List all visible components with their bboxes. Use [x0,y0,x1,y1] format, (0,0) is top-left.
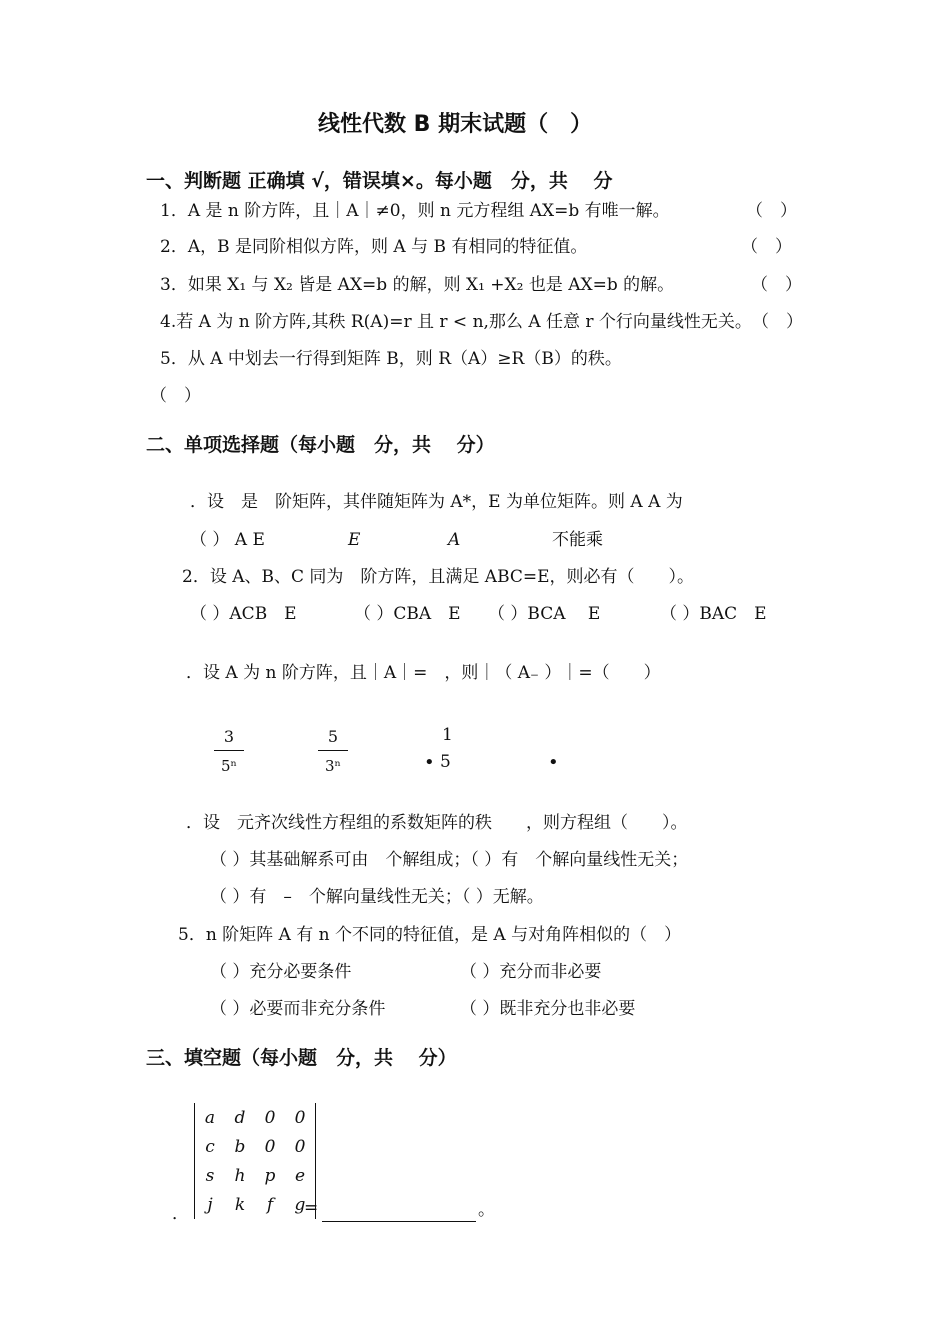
matrix-cell: 0 [294,1136,306,1157]
s3-q1-prefix: ． [172,1204,189,1224]
s1-item-5-answer[interactable]: （ ） [150,386,201,406]
s1-item-1: 1．A 是 n 阶方阵，且｜A｜≠0，则 n 元方程组 AX=b 有唯一解。 [160,201,670,221]
s2-q2-option-c[interactable]: （ ）BCA E [488,604,601,624]
fraction-bar [214,750,244,751]
matrix-cell: a [204,1107,216,1128]
s2-q5-option-d[interactable]: （ ）既非充分也非必要 [460,999,636,1019]
s2-q4-stem: ．设 元齐次线性方程组的系数矩阵的秩 ，则方程组（ ）。 [186,813,688,833]
s2-q2-option-b[interactable]: （ ）CBA E [354,604,461,624]
s1-item-1-answer[interactable]: （ ） [746,201,797,221]
section3-heading: 三、填空题（每小题 分，共 分） [146,1047,457,1069]
matrix-cell: 0 [264,1107,276,1128]
s2-q3-option-b[interactable] [318,727,348,775]
s2-q1-option-d[interactable]: 不能乘 [552,530,603,550]
s2-q3-option-a[interactable] [214,727,244,775]
matrix-cell: s [205,1165,215,1186]
matrix-row [195,1161,315,1190]
bullet-dot-icon: • [424,752,435,773]
s2-q5-option-a[interactable]: （ ）充分必要条件 [210,962,352,982]
matrix-cell: d [234,1107,246,1128]
matrix-cell: e [294,1165,306,1186]
matrix-cell: j [207,1194,213,1215]
matrix-cell: 0 [264,1136,276,1157]
s2-q3-option-c-num: 1 [442,725,453,745]
s2-q2-option-a[interactable]: （ ）ACB E [190,604,297,624]
equals-sign: = [304,1198,319,1218]
s2-q1-option-a[interactable]: （ ） A E [190,530,265,550]
matrix-cell: k [234,1194,246,1215]
s2-q1-option-b[interactable]: E [348,530,361,550]
s1-item-4: 4.若 A 为 n 阶方阵,其秩 R(A)=r 且 r < n,那么 A 任意 r 个行向量线性无关。 [160,312,752,332]
s2-q5-stem: 5．n 阶矩阵 A 有 n 个不同的特征值，是 A 与对角阵相似的（ ） [178,925,682,945]
s2-q3-option-b-den: 3ⁿ [324,757,342,775]
fraction-bar [318,750,348,751]
s2-q2-stem: 2．设 A、B、C 同为 阶方阵，且满足 ABC=E，则必有（ ）。 [182,567,695,587]
section1-heading: 一、判断题 正确填 √，错误填×。每小题 分，共 分 [146,170,613,192]
answer-blank[interactable] [322,1221,476,1222]
matrix-cell: f [266,1194,274,1215]
page-title: 线性代数 B 期末试题（ ） [318,112,593,137]
s3-q1-end: 。 [478,1200,495,1220]
s2-q5-option-c[interactable]: （ ）必要而非充分条件 [210,999,386,1019]
matrix-row [195,1190,315,1219]
s1-item-4-answer[interactable]: （ ） [752,312,803,332]
s1-item-5: 5．从 A 中划去一行得到矩阵 B，则 R（A）≥R（B）的秩。 [160,349,622,369]
matrix-cell: c [205,1136,215,1157]
matrix-cell: b [234,1136,246,1157]
matrix-row [195,1132,315,1161]
s2-q2-option-d[interactable]: （ ）BAC E [660,604,767,624]
s2-q1-option-c[interactable]: A [448,530,461,550]
s2-q1-stem: ．设 是 阶矩阵，其伴随矩阵为 A*，E 为单位矩阵。则 A A 为 [190,492,683,512]
s2-q4-options-row-1[interactable]: （ ）其基础解系可由 个解组成；（ ）有 个解向量线性无关； [210,850,689,870]
matrix-cell: g [294,1194,306,1215]
bullet-dot-icon: • [548,752,559,773]
s1-item-2: 2．A，B 是同阶相似方阵，则 A 与 B 有相同的特征值。 [160,237,588,257]
s1-item-3-answer[interactable]: （ ） [751,275,802,295]
matrix-cell: 0 [294,1107,306,1128]
matrix-cell: p [264,1165,276,1186]
s1-item-2-answer[interactable]: （ ） [741,237,792,257]
s2-q3-option-a-den: 5ⁿ [220,757,238,775]
s1-item-3: 3．如果 X₁ 与 X₂ 皆是 AX=b 的解，则 X₁ +X₂ 也是 AX=b 的解。 [160,275,675,295]
s2-q3-option-b-num: 5 [327,727,339,746]
section2-heading: 二、单项选择题（每小题 分，共 分） [146,434,495,456]
matrix-cell: h [234,1165,246,1186]
determinant-matrix [194,1103,319,1219]
s2-q3-option-a-num: 3 [223,727,235,746]
matrix-row [195,1103,315,1132]
s2-q4-options-row-2[interactable]: （ ）有 – 个解向量线性无关；（ ）无解。 [210,887,544,907]
s2-q5-option-b[interactable]: （ ）充分而非必要 [460,962,602,982]
s2-q3-stem: ．设 A 为 n 阶方阵，且｜A｜= ，则｜（ A₋ ）｜=（ ） [186,663,661,683]
s2-q3-option-c-den[interactable]: 5 [440,752,451,772]
